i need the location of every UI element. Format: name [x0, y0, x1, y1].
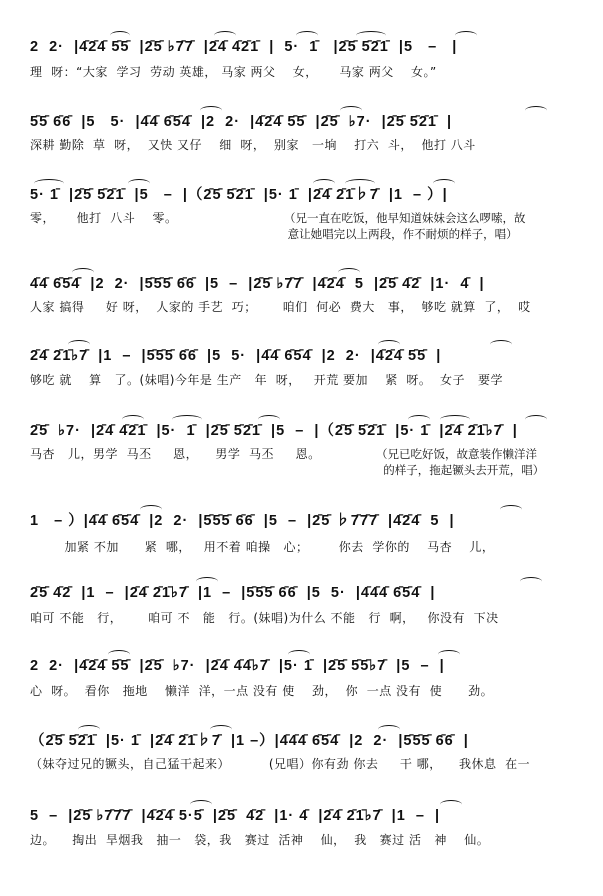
slur-mark — [525, 106, 547, 115]
slur-mark — [440, 800, 462, 809]
slur-mark — [345, 179, 375, 188]
slur-mark — [313, 179, 335, 188]
notation-line: 5· 1̄ |2̄5̄ 5̄2̄1̄ |5 – |（2̄5̄ 5̄2̄1̄ |5· 1̄ |2̄4̄ 2̄1̄♭7̄ |1 – ）| — [30, 187, 448, 203]
slur-mark — [338, 268, 360, 277]
slur-mark — [433, 179, 455, 188]
slur-mark — [296, 31, 318, 40]
stage-direction: （兄一直在吃饭，他早知道妹妹会这么啰嗦，故 意让她唱完以上两段，作不耐烦的样子，唱） — [284, 211, 526, 241]
slur-mark — [140, 505, 162, 514]
stage-direction: （兄已吃好饭，故意装作懒洋洋 的样子，拖起镢头去开荒，唱） — [376, 447, 545, 477]
slur-mark — [455, 31, 477, 40]
slur-mark — [200, 106, 222, 115]
notation-line: 2 2· |4̄2̄4̄ 5̄5̄ |2̄5̄ ♭7̄7̄ |2̄4̄ 4̄2̄1̄ | 5· 1̄ |2̄5̄ 5̄2̄1̄ |5 – | — [30, 39, 458, 55]
notation-line: 2̄4̄ 2̄1̄♭7̄ |1 – |5̄5̄5̄ 6̄6̄ |5 5· |4̄4̄ 6̄5̄4̄ |2 2· |4̄2̄4̄ 5̄5̄ | — [30, 348, 442, 364]
slur-mark — [214, 31, 236, 40]
slur-mark — [78, 725, 100, 734]
lyrics-line: 咱可 不能 行， 咱可 不 能 行。(妹唱)为什么 不能 行 啊， 你没有 下决 — [30, 611, 499, 625]
notation-line: 1 – ）|4̄4̄ 6̄5̄4̄ |2 2· |5̄5̄5̄ 6̄6̄ |5 – |2̄5̄ ♭7̄7̄7̄ |4̄2̄4̄ 5 | — [30, 513, 455, 529]
slur-mark — [520, 577, 542, 586]
slur-mark — [525, 415, 547, 424]
slur-mark — [288, 650, 310, 659]
slur-mark — [500, 505, 522, 514]
slur-mark — [408, 415, 430, 424]
slur-mark — [356, 31, 386, 40]
notation-line: 2 2· |4̄2̄4̄ 5̄5̄ |2̄5̄ ♭7· |2̄4̄ 4̄4̄♭7̄ |5· 1̄ |2̄5̄ 5̄5̄♭7̄ |5 – | — [30, 658, 445, 674]
lyrics-line: 人家 搞得 好 呀， 人家的 手艺 巧； 咱们 何必 费大 事， 够吃 就算 了， 哎 — [30, 300, 531, 314]
lyrics-line: 心 呀。 看你 拖地 懒洋 洋，一点 没有 使 劲， 你 一点 没有 使 劲。 — [30, 684, 494, 698]
slur-mark — [190, 800, 212, 809]
notation-line: 5̄5̄ 6̄6̄ |5 5· |4̄4̄ 6̄5̄4̄ |2 2· |4̄2̄4̄ 5̄5̄ |2̄5̄ ♭7· |2̄5̄ 5̄2̄1̄ | — [30, 114, 453, 130]
lyrics-line: （妹夺过兄的镢头，自己猛干起来） (兄唱）你有劲 你去 干 哪， 我休息 在一 — [30, 757, 531, 771]
slur-mark — [378, 725, 400, 734]
lyrics-line: 深耕 勤除 草 呀， 又快 又仔 细 呀， 别家 一垧 打六 斗， 他打 八斗 — [30, 138, 476, 152]
slur-mark — [110, 31, 130, 40]
slur-mark — [34, 179, 64, 188]
lyrics-line: 加紧 不加 紧 哪， 用不着 咱操 心； 你去 学你的 马杏 儿， — [30, 540, 495, 554]
notation-line: 2̄5̄ ♭7· |2̄4̄ 4̄2̄1̄ |5· 1̄ |2̄5̄ 5̄2̄1̄ |5 – |（2̄5̄ 5̄2̄1̄ |5· 1̄ |2̄4̄ 2̄1̄♭7̄ | — [30, 423, 518, 439]
notation-line: 2̄5̄ 4̄2̄ |1 – |2̄4̄ 2̄1̄♭7̄ |1 – |5̄5̄5̄ 6̄6̄ |5 5· |4̄4̄4̄ 6̄5̄4̄ | — [30, 585, 436, 601]
lyrics-line: 理 呀：“大家 学习 劳动 英雄， 马家 两父 女， 马家 两父 女。” — [30, 65, 437, 79]
slur-mark — [172, 415, 202, 424]
slur-mark — [378, 340, 400, 349]
slur-mark — [72, 268, 94, 277]
slur-mark — [210, 725, 232, 734]
slur-mark — [340, 106, 362, 115]
notation-line: （2̄5̄ 5̄2̄1̄ |5· 1̄ |2̄4̄ 2̄1̄♭7̄ |1 –）|4̄4̄4̄ 6̄5̄4̄ |2 2· |5̄5̄5̄ 6̄6̄ | — [30, 733, 469, 749]
slur-mark — [122, 415, 144, 424]
lyrics-line: 零， 他打 八斗 零。 — [30, 211, 178, 225]
notation-line: 4̄4̄ 6̄5̄4̄ |2 2· |5̄5̄5̄ 6̄6̄ |5 – |2̄5̄ ♭7̄7̄ |4̄2̄4̄ 5 |2̄5̄ 4̄2̄ |1· 4̄ | — [30, 276, 485, 292]
slur-mark — [108, 650, 130, 659]
notation-line: 5 – |2̄5̄ ♭7̄7̄7̄ |4̄2̄4̄ 5·5̄ |2̄5̄ 4̄2̄ |1· 4̄ |2̄4̄ 2̄1̄♭7̄ |1 – | — [30, 808, 441, 824]
slur-mark — [128, 179, 150, 188]
slur-mark — [196, 577, 218, 586]
slur-mark — [258, 415, 280, 424]
slur-mark — [68, 340, 90, 349]
lyrics-line: 马杏 儿，男学 马丕 恩， 男学 马丕 恩。 — [30, 447, 321, 461]
slur-mark — [440, 415, 470, 424]
lyrics-line: 够吃 就 算 了。(妹唱)今年是 生产 年 呀， 开荒 要加 紧 呀。 女子 要学 — [30, 373, 503, 387]
slur-mark — [490, 340, 512, 349]
slur-mark — [438, 650, 460, 659]
lyrics-line: 边。 掏出 旱烟我 抽一 袋，我 赛过 活神 仙， 我 赛过 活 神 仙。 — [30, 833, 490, 847]
